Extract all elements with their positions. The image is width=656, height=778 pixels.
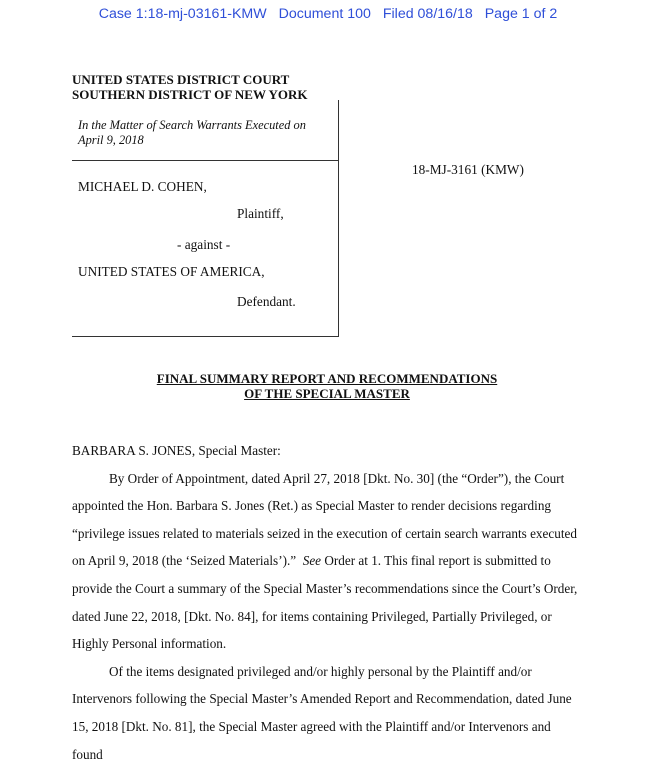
- case-number-header: Case 1:18-mj-03161-KMW: [98, 6, 267, 22]
- text-line: “privilege issues related to materials seized in the execution of certain search warrants executed: [72, 525, 577, 541]
- matter-line-2: April 9, 2018: [78, 133, 144, 147]
- title-line-1: FINAL SUMMARY REPORT AND RECOMMENDATIONS: [156, 371, 498, 386]
- caption-divider: [72, 160, 338, 161]
- text-line: Order at 1. This final report is submitted to: [324, 553, 551, 569]
- page-number-header: Page 1 of 2: [484, 6, 558, 22]
- court-name: [72, 72, 308, 102]
- text-line: appointed the Hon. Barbara S. Jones (Ret.) as Special Master to render decisions regarding: [72, 498, 552, 514]
- filed-date-header: Filed 08/16/18: [382, 6, 473, 22]
- text-line: By Order of Appointment, dated April 27, 2018 [Dkt. No. 30] (the “Order”), the Court: [109, 470, 565, 486]
- text-line: 15, 2018 [Dkt. No. 81], the Special Master agreed with the Plaintiff and/or Intervenors and found: [72, 718, 551, 762]
- text-line: provide the Court a summary of the Special Master’s recommendations since the Court’s Order,: [72, 580, 578, 596]
- text-line: Intervenors following the Special Master’s Amended Report and Recommendation, dated June: [72, 691, 572, 707]
- text-line: dated June 22, 2018, [Dkt. No. 84], for items containing Privileged, Partially Privileged, or: [72, 608, 552, 624]
- title-line-2: OF THE SPECIAL MASTER: [244, 386, 410, 401]
- document-header: [0, 6, 656, 22]
- defendant-name: UNITED STATES OF AMERICA,: [78, 264, 265, 279]
- citation-signal: See: [302, 553, 322, 569]
- text-line: on April 9, 2018 (the ‘Seized Materials’).”: [72, 553, 297, 569]
- matter-line-1: In the Matter of Search Warrants Executed on: [78, 118, 306, 132]
- case-caption: [72, 100, 339, 337]
- matter-title: [78, 118, 338, 148]
- against-label: - against -: [177, 237, 231, 252]
- court-line-1: UNITED STATES DISTRICT COURT: [72, 72, 290, 87]
- document-body: [72, 437, 584, 768]
- paragraph-1: [72, 465, 584, 658]
- salutation: BARBARA S. JONES, Special Master:: [72, 443, 281, 458]
- plaintiff-name: MICHAEL D. COHEN,: [78, 179, 207, 194]
- paragraph-2: [72, 658, 584, 768]
- text-line: Of the items designated privileged and/or highly personal by the Plaintiff and/or: [109, 663, 532, 679]
- court-line-2: SOUTHERN DISTRICT OF NEW YORK: [72, 87, 308, 102]
- plaintiff-role: Plaintiff,: [237, 206, 284, 221]
- text-line: Highly Personal information.: [72, 636, 227, 652]
- defendant-role: Defendant.: [237, 294, 296, 309]
- case-number: 18-MJ-3161 (KMW): [412, 162, 524, 177]
- document-title: [72, 371, 582, 401]
- document-number-header: Document 100: [278, 6, 371, 22]
